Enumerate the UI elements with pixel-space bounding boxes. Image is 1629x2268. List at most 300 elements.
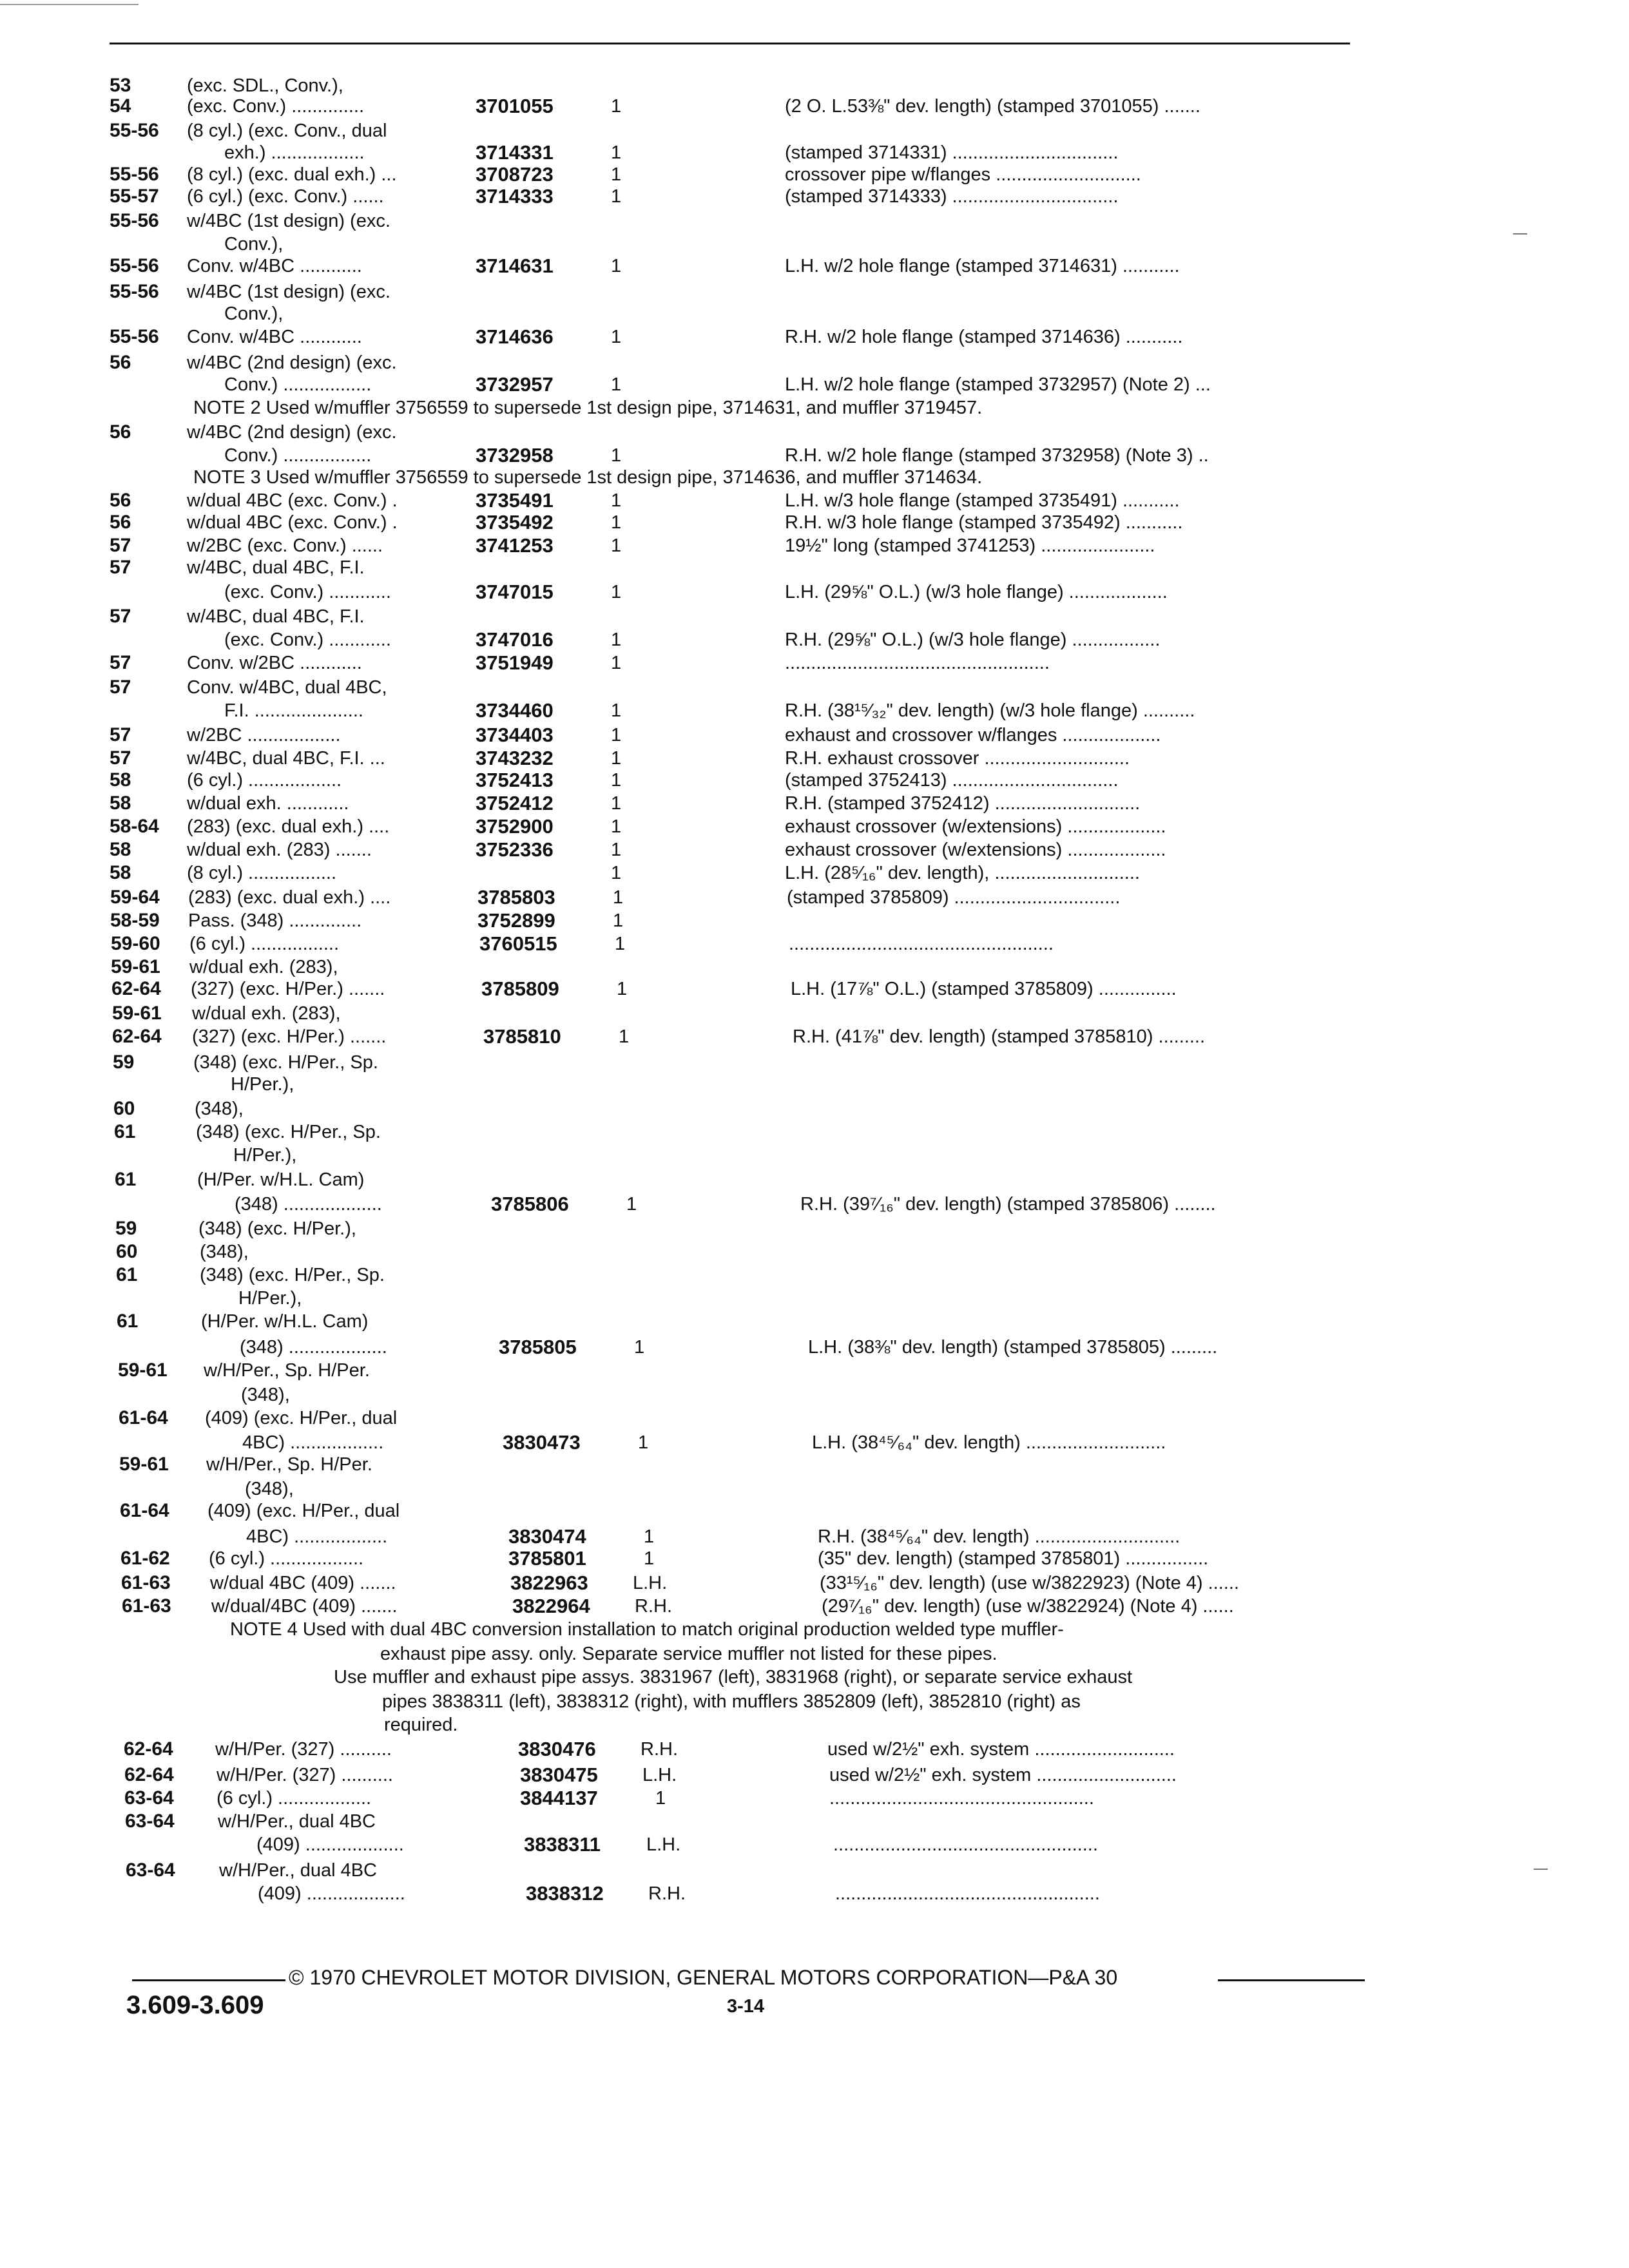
part-number: 3752900 <box>476 815 554 838</box>
quantity: 1 <box>611 629 622 650</box>
table-row <box>0 581 1629 603</box>
model-description: (exc. Conv.) .............. <box>187 96 365 117</box>
model-description: (8 cyl.) ................. <box>187 863 337 883</box>
table-row <box>0 1336 1629 1358</box>
table-row <box>0 1834 1629 1856</box>
table-row <box>0 1478 1629 1500</box>
part-number: 3785809 <box>481 977 559 1000</box>
table-row <box>0 1073 1629 1095</box>
model-year: 63-64 <box>126 1860 175 1881</box>
model-description: (327) (exc. H/Per.) ....... <box>191 979 385 999</box>
model-year: 56 <box>110 352 131 373</box>
footer-copyright: © 1970 CHEVROLET MOTOR DIVISION, GENERAL MOTORS CORPORATION—P&A 30 <box>289 1966 1118 1989</box>
part-description: (2 O. L.53⅜" dev. length) (stamped 3701055) ....... <box>785 96 1200 117</box>
table-row <box>0 1619 1629 1640</box>
model-year: 56 <box>110 512 131 533</box>
quantity: 1 <box>611 164 622 185</box>
model-description: (6 cyl.) .................. <box>217 1788 372 1809</box>
table-row <box>0 95 1629 117</box>
model-description: (348), <box>245 1479 294 1499</box>
model-year: 55-56 <box>110 164 159 185</box>
part-description: (stamped 3714331) ................................ <box>785 142 1119 163</box>
part-number: 3830475 <box>520 1763 598 1786</box>
model-year: 62-64 <box>112 1026 162 1047</box>
part-description: (35" dev. length) (stamped 3785801) ................ <box>818 1548 1209 1569</box>
model-description: H/Per.), <box>238 1288 302 1309</box>
quantity: 1 <box>611 445 622 466</box>
table-row <box>0 700 1629 722</box>
table-row <box>0 397 1629 419</box>
model-description: Conv.) ................. <box>224 374 372 395</box>
model-description: 4BC) .................. <box>246 1526 388 1547</box>
part-description: (stamped 3714333) ................................ <box>785 186 1119 207</box>
model-description: w/dual exh. ............ <box>187 793 349 814</box>
model-description: w/H/Per., Sp. H/Per. <box>206 1454 372 1475</box>
model-description: (409) ................... <box>258 1883 405 1904</box>
model-year: 55-56 <box>110 255 159 276</box>
table-row <box>0 1264 1629 1286</box>
part-description: R.H. w/3 hole flange (stamped 3735492) ........... <box>785 512 1183 533</box>
model-description: (exc. Conv.) ............ <box>224 582 391 602</box>
table-row <box>0 1526 1629 1548</box>
table-row <box>0 1500 1629 1522</box>
model-description: Conv. w/2BC ............ <box>187 653 362 673</box>
table-row <box>0 512 1629 533</box>
table-row <box>0 677 1629 698</box>
model-description: Pass. (348) .............. <box>188 910 362 931</box>
quantity: 1 <box>611 748 622 769</box>
model-year: 61 <box>116 1264 138 1285</box>
quantity: 1 <box>638 1432 649 1453</box>
model-description: H/Per.), <box>231 1074 294 1095</box>
model-description: Conv.) ................. <box>224 445 372 466</box>
model-year: 62-64 <box>111 978 161 999</box>
quantity: 1 <box>613 887 624 908</box>
model-description: w/dual 4BC (exc. Conv.) . <box>187 490 398 511</box>
table-row <box>0 326 1629 348</box>
model-year: 55-56 <box>110 210 159 231</box>
model-year: 57 <box>110 652 131 673</box>
note-text: NOTE 3 Used w/muffler 3756559 to supersede 1st design pipe, 3714636, and muffler 3714634. <box>193 467 983 488</box>
table-row <box>0 1738 1629 1760</box>
table-row <box>0 606 1629 628</box>
part-description: ................................................... <box>829 1788 1094 1809</box>
part-number: 3708723 <box>476 163 554 186</box>
part-description: exhaust crossover (w/extensions) ................... <box>785 816 1166 837</box>
model-year: 61 <box>114 1121 136 1142</box>
part-number: 3822964 <box>512 1595 590 1617</box>
model-year: 62-64 <box>124 1764 174 1785</box>
part-number: 3701055 <box>476 95 554 117</box>
section-code: 3.609-3.609 <box>126 1991 264 2019</box>
model-description: (6 cyl.) ................. <box>189 934 340 954</box>
model-year: 62-64 <box>124 1738 173 1760</box>
table-row <box>0 1764 1629 1786</box>
model-year: 57 <box>110 677 131 698</box>
part-number: 3732957 <box>476 373 554 396</box>
part-description: R.H. (29⅝" O.L.) (w/3 hole flange) ................. <box>785 629 1161 650</box>
part-description: R.H. (39⁷⁄₁₆" dev. length) (stamped 3785806) ........ <box>800 1194 1216 1215</box>
part-number: 3785803 <box>477 886 555 908</box>
model-description: Conv. w/4BC ............ <box>187 256 362 276</box>
table-row <box>0 1218 1629 1240</box>
table-row <box>0 724 1629 746</box>
table-row <box>0 793 1629 814</box>
model-description: (8 cyl.) (exc. Conv., dual <box>187 120 387 141</box>
part-number: 3714331 <box>476 141 554 164</box>
model-year: 59 <box>115 1218 137 1239</box>
quantity: 1 <box>634 1337 645 1358</box>
table-row <box>0 1666 1629 1688</box>
model-description: 4BC) .................. <box>242 1432 384 1453</box>
part-description: L.H. w/2 hole flange (stamped 3714631) ........... <box>785 256 1180 276</box>
table-row <box>0 281 1629 303</box>
model-description: w/4BC, dual 4BC, F.I. <box>187 557 365 578</box>
model-description: (409) (exc. H/Per., dual <box>207 1501 400 1521</box>
table-row <box>0 1454 1629 1475</box>
quantity: 1 <box>611 840 622 860</box>
table-row <box>0 1121 1629 1143</box>
model-description: w/dual/4BC (409) ....... <box>211 1596 398 1617</box>
footer-rule-right <box>1218 1979 1365 1981</box>
part-number: 3747016 <box>476 628 554 651</box>
part-number: 3714631 <box>476 255 554 277</box>
part-number: 3751949 <box>476 651 554 674</box>
table-row <box>0 557 1629 579</box>
table-row <box>0 652 1629 674</box>
part-number: 3822963 <box>510 1571 588 1594</box>
quantity: 1 <box>611 863 622 883</box>
table-row <box>0 1144 1629 1166</box>
quantity: 1 <box>617 979 628 999</box>
model-year: 63-64 <box>125 1811 175 1832</box>
part-number: 3752899 <box>477 909 555 932</box>
part-number: 3785810 <box>483 1025 561 1048</box>
part-number: 3830473 <box>503 1431 581 1454</box>
model-year: 58 <box>110 862 131 883</box>
table-row <box>0 490 1629 512</box>
quantity: 1 <box>611 653 622 673</box>
table-row <box>0 186 1629 207</box>
model-year: 61-64 <box>119 1407 168 1428</box>
table-row <box>0 862 1629 884</box>
table-row <box>0 1860 1629 1881</box>
quantity: 1 <box>611 96 622 117</box>
part-number: 3734460 <box>476 699 554 722</box>
quantity: 1 <box>611 142 622 163</box>
table-row <box>0 1432 1629 1454</box>
part-number: 3830476 <box>518 1738 596 1760</box>
model-year: 61-63 <box>122 1595 171 1617</box>
part-description: L.H. (29⅝" O.L.) (w/3 hole flange) ................... <box>785 582 1168 602</box>
quantity: 1 <box>611 793 622 814</box>
part-description: (stamped 3752413) ................................ <box>785 770 1119 791</box>
model-year: 57 <box>110 724 131 745</box>
model-description: w/H/Per. (327) .......... <box>217 1765 393 1785</box>
quantity: R.H. <box>635 1596 672 1617</box>
model-description: (283) (exc. dual exh.) .... <box>188 887 391 908</box>
model-description: w/4BC (1st design) (exc. <box>187 282 390 302</box>
part-description: ................................................... <box>785 653 1050 673</box>
model-year: 53 <box>110 75 131 96</box>
page-number: 3-14 <box>727 1996 765 2017</box>
quantity: 1 <box>611 490 622 511</box>
quantity: 1 <box>611 816 622 837</box>
model-year: 60 <box>113 1098 135 1119</box>
model-description: (8 cyl.) (exc. dual exh.) ... <box>187 164 397 185</box>
note-text: Use muffler and exhaust pipe assys. 3831967 (left), 3831968 (right), or separate service exhaust <box>334 1667 1133 1687</box>
part-number: 3714636 <box>476 325 554 348</box>
model-description: exh.) .................. <box>224 142 365 163</box>
part-number: 3741253 <box>476 534 554 557</box>
part-description: L.H. (28⁵⁄₁₆" dev. length), ............................ <box>785 863 1140 883</box>
model-year: 61-62 <box>120 1548 170 1569</box>
part-number: 3735491 <box>476 489 554 512</box>
quantity: R.H. <box>648 1883 686 1904</box>
table-row <box>0 1193 1629 1215</box>
model-description: w/dual exh. (283) ....... <box>187 840 372 860</box>
model-year: 58-64 <box>110 816 159 837</box>
quantity: 1 <box>613 910 624 931</box>
table-row <box>0 374 1629 396</box>
part-number: 3752413 <box>476 769 554 791</box>
part-description: R.H. (38⁴⁵⁄₆₄" dev. length) ............................ <box>818 1526 1181 1547</box>
table-row <box>0 1691 1629 1713</box>
part-description: L.H. (38⅜" dev. length) (stamped 3785805) ......... <box>808 1337 1218 1358</box>
model-year: 56 <box>110 421 131 443</box>
model-year: 61 <box>115 1169 137 1190</box>
quantity: L.H. <box>642 1765 677 1785</box>
table-row <box>0 466 1629 488</box>
model-description: w/2BC .................. <box>187 725 341 745</box>
table-row <box>0 956 1629 978</box>
model-year: 57 <box>110 535 131 556</box>
model-description: (348) (exc. H/Per., Sp. <box>200 1265 385 1285</box>
part-description: L.H. (17⅞" O.L.) (stamped 3785809) ............... <box>791 979 1177 999</box>
model-year: 59-61 <box>112 1003 162 1024</box>
part-description: ................................................... <box>833 1834 1098 1855</box>
model-description: Conv. w/4BC, dual 4BC, <box>187 677 387 698</box>
part-description: used w/2½" exh. system ........................... <box>829 1765 1177 1785</box>
table-row <box>0 233 1629 255</box>
model-description: (348) (exc. H/Per., Sp. <box>193 1052 378 1073</box>
model-description: w/dual exh. (283), <box>192 1003 341 1024</box>
quantity: 1 <box>619 1026 630 1047</box>
model-year: 57 <box>110 747 131 769</box>
model-year: 61-64 <box>120 1500 169 1521</box>
table-row <box>0 1287 1629 1309</box>
part-number: 3752336 <box>476 838 554 861</box>
model-description: w/2BC (exc. Conv.) ...... <box>187 535 383 556</box>
model-year: 54 <box>110 95 131 117</box>
part-description: R.H. (stamped 3752412) ............................ <box>785 793 1141 814</box>
model-year: 57 <box>110 557 131 578</box>
table-row <box>0 142 1629 164</box>
table-row <box>0 1787 1629 1809</box>
model-year: 59-61 <box>119 1454 169 1475</box>
quantity: 1 <box>611 770 622 791</box>
table-row <box>0 1643 1629 1665</box>
model-year: 61 <box>117 1311 139 1332</box>
model-year: 57 <box>110 606 131 627</box>
quantity: L.H. <box>633 1573 668 1593</box>
note-text: exhaust pipe assy. only. Separate service muffler not listed for these pipes. <box>380 1644 998 1664</box>
model-description: w/dual 4BC (exc. Conv.) . <box>187 512 398 533</box>
model-description: (H/Per. w/H.L. Cam) <box>197 1169 365 1190</box>
model-year: 56 <box>110 490 131 511</box>
table-row <box>0 1311 1629 1332</box>
model-description: (348), <box>241 1385 290 1405</box>
part-description: L.H. w/3 hole flange (stamped 3735491) ........... <box>785 490 1180 511</box>
model-year: 59-61 <box>111 956 160 977</box>
quantity: 1 <box>611 725 622 745</box>
model-description: Conv.), <box>224 234 284 255</box>
quantity: 1 <box>644 1526 655 1547</box>
model-description: (6 cyl.) .................. <box>209 1548 364 1569</box>
model-year: 63-64 <box>124 1787 174 1809</box>
table-row <box>0 1098 1629 1120</box>
model-year: 55-57 <box>110 186 159 207</box>
table-row <box>0 816 1629 838</box>
part-number: 3844137 <box>520 1787 598 1809</box>
table-row <box>0 1407 1629 1429</box>
quantity: 1 <box>611 700 622 721</box>
table-row <box>0 910 1629 932</box>
quantity: 1 <box>611 327 622 347</box>
part-number: 3734403 <box>476 724 554 746</box>
part-number: 3732958 <box>476 444 554 466</box>
part-description: R.H. exhaust crossover ............................ <box>785 748 1130 769</box>
part-description: ................................................... <box>835 1883 1100 1904</box>
model-description: (H/Per. w/H.L. Cam) <box>201 1311 369 1332</box>
part-number: 3830474 <box>508 1525 586 1548</box>
model-description: (348), <box>200 1242 249 1262</box>
model-year: 59-60 <box>111 933 160 954</box>
model-description: Conv.), <box>224 303 284 324</box>
table-row <box>0 75 1629 97</box>
part-number: 3735492 <box>476 511 554 533</box>
model-description: w/4BC, dual 4BC, F.I. ... <box>187 748 385 769</box>
model-year: 58-59 <box>110 910 160 931</box>
model-description: (6 cyl.) (exc. Conv.) ...... <box>187 186 384 207</box>
part-description: R.H. (41⅞" dev. length) (stamped 3785810) ......... <box>793 1026 1206 1047</box>
quantity: 1 <box>611 512 622 533</box>
part-description: exhaust and crossover w/flanges ................... <box>785 725 1161 745</box>
part-description: used w/2½" exh. system ........................... <box>827 1739 1175 1760</box>
part-description: R.H. w/2 hole flange (stamped 3714636) ........... <box>785 327 1183 347</box>
model-year: 58 <box>110 769 131 791</box>
part-number: 3743232 <box>476 747 554 769</box>
model-description: (348) (exc. H/Per.), <box>198 1218 356 1239</box>
model-description: F.I. ..................... <box>224 700 363 721</box>
part-description: (29⁷⁄₁₆" dev. length) (use w/3822924) (Note 4) ...... <box>822 1596 1234 1617</box>
model-year: 59-61 <box>118 1360 168 1381</box>
table-row <box>0 1360 1629 1381</box>
part-description: (stamped 3785809) ................................ <box>787 887 1121 908</box>
table-row <box>0 1548 1629 1570</box>
table-row <box>0 1241 1629 1263</box>
model-year: 55-56 <box>110 120 159 141</box>
model-year: 60 <box>116 1241 138 1262</box>
model-year: 59 <box>113 1052 135 1073</box>
model-description: w/4BC (2nd design) (exc. <box>187 422 397 443</box>
part-number: 3714333 <box>476 185 554 207</box>
part-number: 3838311 <box>524 1833 601 1856</box>
quantity: 1 <box>655 1788 666 1809</box>
table-row <box>0 120 1629 142</box>
part-description: R.H. w/2 hole flange (stamped 3732958) (Note 3) .. <box>785 445 1209 466</box>
footer-rule-left <box>132 1979 285 1981</box>
model-year: 55-56 <box>110 281 159 302</box>
part-number: 3747015 <box>476 581 554 603</box>
quantity: 1 <box>611 186 622 207</box>
model-description: (exc. SDL., Conv.), <box>187 75 343 96</box>
quantity: 1 <box>644 1548 655 1569</box>
table-row <box>0 769 1629 791</box>
table-row <box>0 1572 1629 1594</box>
part-number: 3752412 <box>476 792 554 814</box>
model-description: (348), <box>195 1099 244 1119</box>
part-description: R.H. (38¹⁵⁄₃₂" dev. length) (w/3 hole flange) .......... <box>785 700 1195 721</box>
model-description: w/4BC (1st design) (exc. <box>187 211 390 231</box>
model-year: 61-63 <box>121 1572 171 1593</box>
part-description: ................................................... <box>789 934 1054 954</box>
model-description: (348) (exc. H/Per., Sp. <box>196 1122 381 1142</box>
model-description: (409) (exc. H/Per., dual <box>205 1408 398 1428</box>
table-row <box>0 1384 1629 1406</box>
quantity: 1 <box>611 374 622 395</box>
table-row <box>0 747 1629 769</box>
model-description: (409) ................... <box>256 1834 404 1855</box>
part-description: (33¹⁵⁄₁₆" dev. length) (use w/3822923) (Note 4) ...... <box>820 1573 1239 1593</box>
note-text: NOTE 4 Used with dual 4BC conversion installation to match original production welded type muffler- <box>230 1619 1064 1640</box>
quantity: 1 <box>611 256 622 276</box>
model-description: (327) (exc. H/Per.) ....... <box>192 1026 387 1047</box>
note-text: required. <box>384 1715 458 1735</box>
part-number: 3785805 <box>499 1336 577 1358</box>
model-description: w/H/Per., Sp. H/Per. <box>204 1360 370 1381</box>
model-description: (283) (exc. dual exh.) .... <box>187 816 390 837</box>
table-row <box>0 1883 1629 1905</box>
model-description: w/H/Per., dual 4BC <box>218 1811 376 1832</box>
table-row <box>0 629 1629 651</box>
part-description: crossover pipe w/flanges ............................ <box>785 164 1141 185</box>
model-description: Conv. w/4BC ............ <box>187 327 362 347</box>
part-number: 3785801 <box>508 1547 586 1570</box>
table-row <box>0 421 1629 443</box>
table-row <box>0 933 1629 955</box>
table-row <box>0 1003 1629 1024</box>
table-row <box>0 1811 1629 1832</box>
model-description: (exc. Conv.) ............ <box>224 629 391 650</box>
table-row <box>0 255 1629 277</box>
table-row <box>0 1714 1629 1736</box>
model-description: w/H/Per., dual 4BC <box>219 1860 377 1881</box>
model-description: (348) ................... <box>240 1337 387 1358</box>
note-text: NOTE 2 Used w/muffler 3756559 to supersede 1st design pipe, 3714631, and muffler 3719457. <box>193 398 983 418</box>
part-number: 3760515 <box>479 932 557 955</box>
model-description: (348) ................... <box>235 1194 382 1215</box>
table-row <box>0 164 1629 186</box>
quantity: L.H. <box>646 1834 681 1855</box>
model-description: (6 cyl.) .................. <box>187 770 342 791</box>
part-description: exhaust crossover (w/extensions) ................... <box>785 840 1166 860</box>
model-description: H/Per.), <box>233 1145 297 1166</box>
table-row <box>0 535 1629 557</box>
model-year: 59-64 <box>110 887 160 908</box>
model-description: w/dual 4BC (409) ....... <box>210 1573 396 1593</box>
quantity: 1 <box>615 934 626 954</box>
